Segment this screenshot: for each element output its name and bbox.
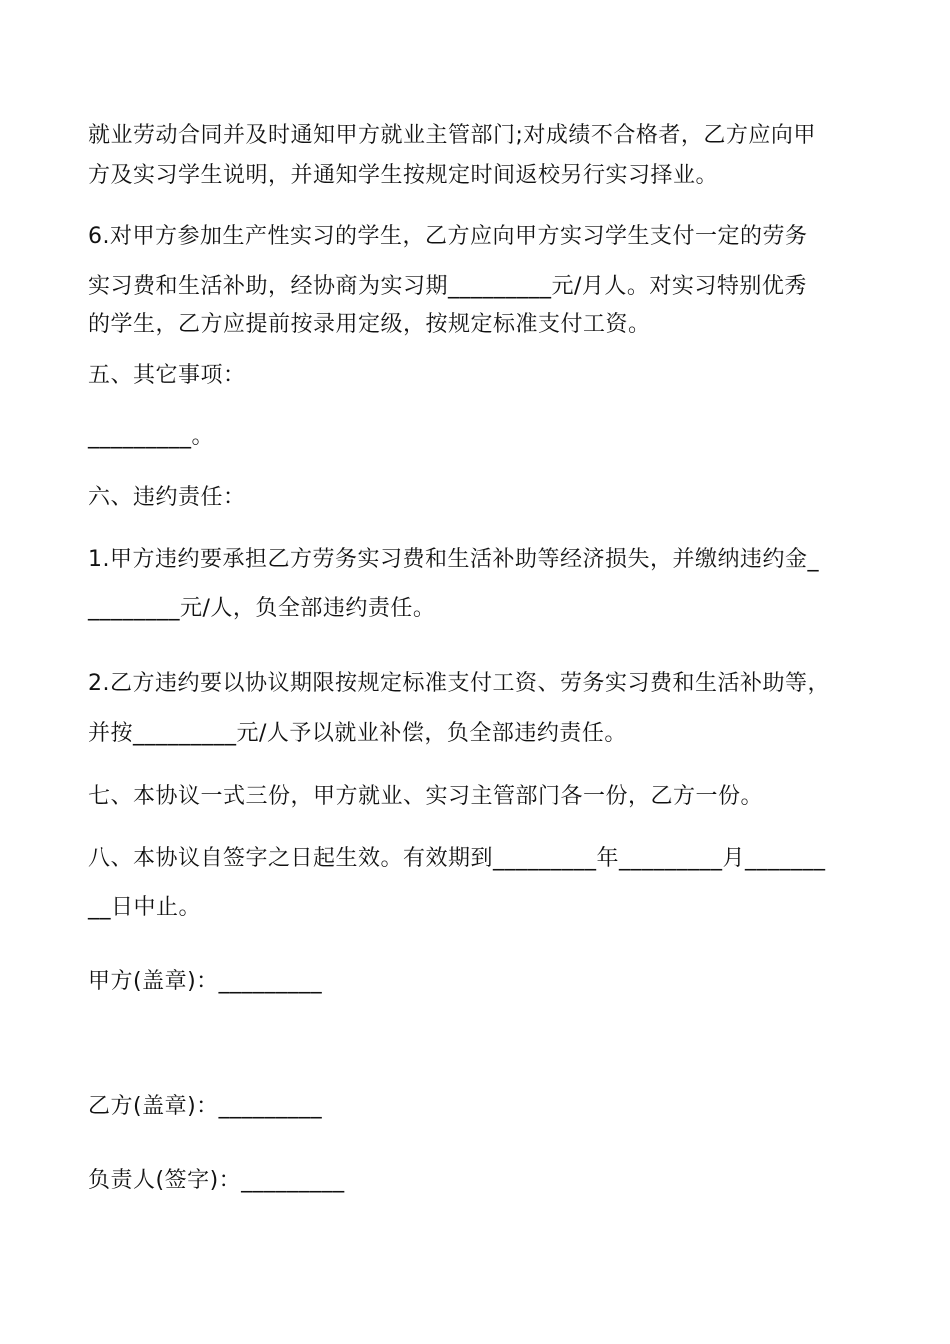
clause-text-line: 1.甲方违约要承担乙方劳务实习费和生活补助等经济损失，并缴纳违约金_ (88, 547, 819, 572)
section-heading: 六、违约责任： (88, 485, 246, 510)
clause-text-line: 实习费和生活补助，经协商为实习期_________元/月人。对实习特别优秀 (88, 274, 807, 299)
signature-party-a: 甲方(盖章)：_________ (88, 969, 323, 994)
clause-text-line: 并按_________元/人予以就业补偿，负全部违约责任。 (88, 721, 627, 746)
section-heading: 五、其它事项： (88, 363, 246, 388)
clause-text-line: 6.对甲方参加生产性实习的学生，乙方应向甲方实习学生支付一定的劳务 (88, 224, 808, 249)
section-heading: 八、本协议自签字之日起生效。有效期到_________年_________月_______ (88, 846, 826, 871)
clause-text-line: 方及实习学生说明，并通知学生按规定时间返校另行实习择业。 (88, 163, 719, 188)
clause-text-line: __日中止。 (88, 895, 202, 920)
clause-text-line: 就业劳动合同并及时通知甲方就业主管部门;对成绩不合格者，乙方应向甲 (88, 123, 816, 148)
clause-text-line: 的学生，乙方应提前按录用定级，按规定标准支付工资。 (88, 312, 651, 337)
signature-responsible-person: 负责人(签字)：_________ (88, 1168, 345, 1193)
signature-party-b: 乙方(盖章)：_________ (88, 1094, 323, 1119)
blank-line: _________。 (88, 424, 215, 449)
section-heading: 七、本协议一式三份，甲方就业、实习主管部门各一份，乙方一份。 (88, 784, 764, 809)
clause-text-line: 2.乙方违约要以协议期限按规定标准支付工资、劳务实习费和生活补助等， (88, 671, 830, 696)
clause-text-line: ________元/人，负全部违约责任。 (88, 596, 436, 621)
